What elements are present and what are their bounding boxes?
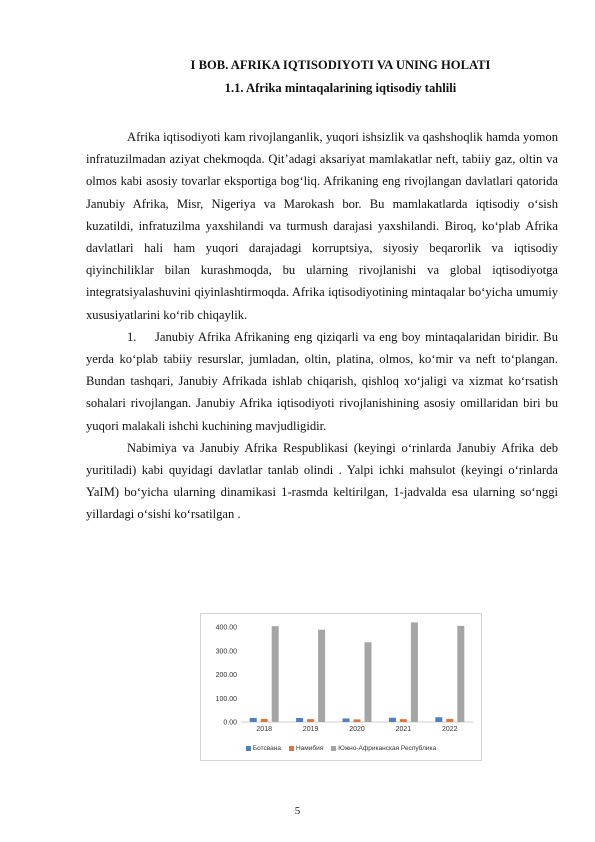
- legend-entry: [289, 745, 323, 752]
- x-tick-label: 2022: [442, 726, 458, 733]
- legend-swatch: [289, 746, 294, 751]
- page-number: 5: [294, 805, 301, 817]
- x-tick-label: 2021: [395, 726, 412, 733]
- x-tick-label: 2020: [349, 726, 365, 733]
- list-number: 1.: [127, 329, 137, 344]
- legend-swatch: [331, 746, 336, 751]
- paragraph-2-text: Janubiy Afrika Afrikaning eng qiziqarli va eng boy mintaqalaridan biridir. Bu yerda ko‘plab tabiiy resurslar, jumladan, oltin, platina, olmos, ko‘mir va neft to‘plangan. Bundan tashqari, Janubiy Afrikada ishlab chiqarish, qishloq xo‘jaligi va xizmat ko‘rsatish sohalari rivojlangan. Janubiy Afrika iqtisodiyoti rivojlanishining asosiy omillaridan biri bu yuqori malakali ishchi kuchining mavjudligidir.: [86, 329, 558, 433]
- legend-entry: [331, 745, 436, 752]
- chart-bar: [435, 717, 442, 722]
- chart-canvas: [201, 614, 481, 760]
- legend-label: Ботсвана: [252, 745, 281, 752]
- chart-bar: [354, 719, 361, 722]
- chart-bar: [365, 642, 372, 722]
- section-title: 1.1. Afrika mintaqalarining iqtisodiy tahlili: [224, 81, 457, 95]
- x-tick-label: 2018: [256, 726, 272, 733]
- chart-legend: [201, 745, 481, 752]
- chart-bar: [411, 622, 418, 722]
- y-tick-label: 400.00: [215, 624, 237, 632]
- body-text: [86, 126, 558, 526]
- chart-bar: [389, 718, 396, 722]
- chapter-title: I BOB. AFRIKA IQTISODIYOTI VA UNING HOLATI: [190, 58, 491, 72]
- paragraph-3: Nabimiya va Janubiy Afrika Respublikasi (keyingi o‘rinlarda Janubiy Afrika deb yuritiladi) kabi quyidagi davlatlar tanlab olindi . Yalpi ichki mahsulot (keyingi o‘rinlarda YaIM) bo‘yicha ularning dinamikasi 1-rasmda keltirilgan, 1-jadvalda esa ularning so‘nggi yillardagi o‘sishi ko‘rsatilgan .: [86, 440, 558, 522]
- paragraph-1: Afrika iqtisodiyoti kam rivojlanganlik, yuqori ishsizlik va qashshoqlik hamda yomon infratuzilmadan aziyat chekmoqda. Qit’adagi aksariyat mamlakatlar neft, tabiiy gaz, oltin va olmos kabi asosiy tovarlar eksportiga bog‘liq. Afrikaning eng rivojlangan davlatlari qatorida Janubiy Afrika, Misr, Nigeriya va Marokash bor. Bu mamlakatlarda iqtisodiy o‘sish kuzatildi, infratuzilma yaxshilandi va turmush darajasi yaxshilandi. Biroq, ko‘plab Afrika davlatlari hali ham yuqori darajadagi korruptsiya, siyosiy beqarorlik va iqtisodiy qiyinchiliklar bilan kurashmoqda, bu ularning rivojlanishi va global iqtisodiyotga integratsiyalashuvini qiyinlashtirmoqda. Afrika iqtisodiyotining mintaqalar bo‘yicha umumiy xususiyatlarini ko‘rib chiqaylik.: [86, 130, 558, 322]
- chart-bar: [307, 719, 314, 722]
- legend-label: Южно-Африканская Республика: [338, 745, 437, 752]
- legend-swatch: [246, 746, 251, 751]
- chart-bar: [343, 718, 350, 722]
- y-tick-label: 0.00: [223, 719, 237, 727]
- y-tick-label: 300.00: [215, 648, 237, 656]
- chart-bar: [250, 718, 257, 722]
- chart-bar: [296, 718, 303, 722]
- gdp-chart: [200, 613, 482, 761]
- paragraph-2: [86, 326, 558, 437]
- y-tick-label: 200.00: [215, 672, 237, 680]
- legend-entry: [246, 745, 281, 752]
- chart-bar: [272, 626, 279, 722]
- chart-bar: [318, 630, 325, 722]
- x-tick-label: 2019: [302, 726, 319, 733]
- y-tick-label: 100.00: [215, 695, 237, 703]
- chart-bar: [457, 626, 464, 722]
- chart-bar: [446, 719, 453, 722]
- legend-label: Намибия: [295, 745, 324, 752]
- chart-bar: [261, 719, 268, 722]
- chart-bar: [400, 719, 407, 722]
